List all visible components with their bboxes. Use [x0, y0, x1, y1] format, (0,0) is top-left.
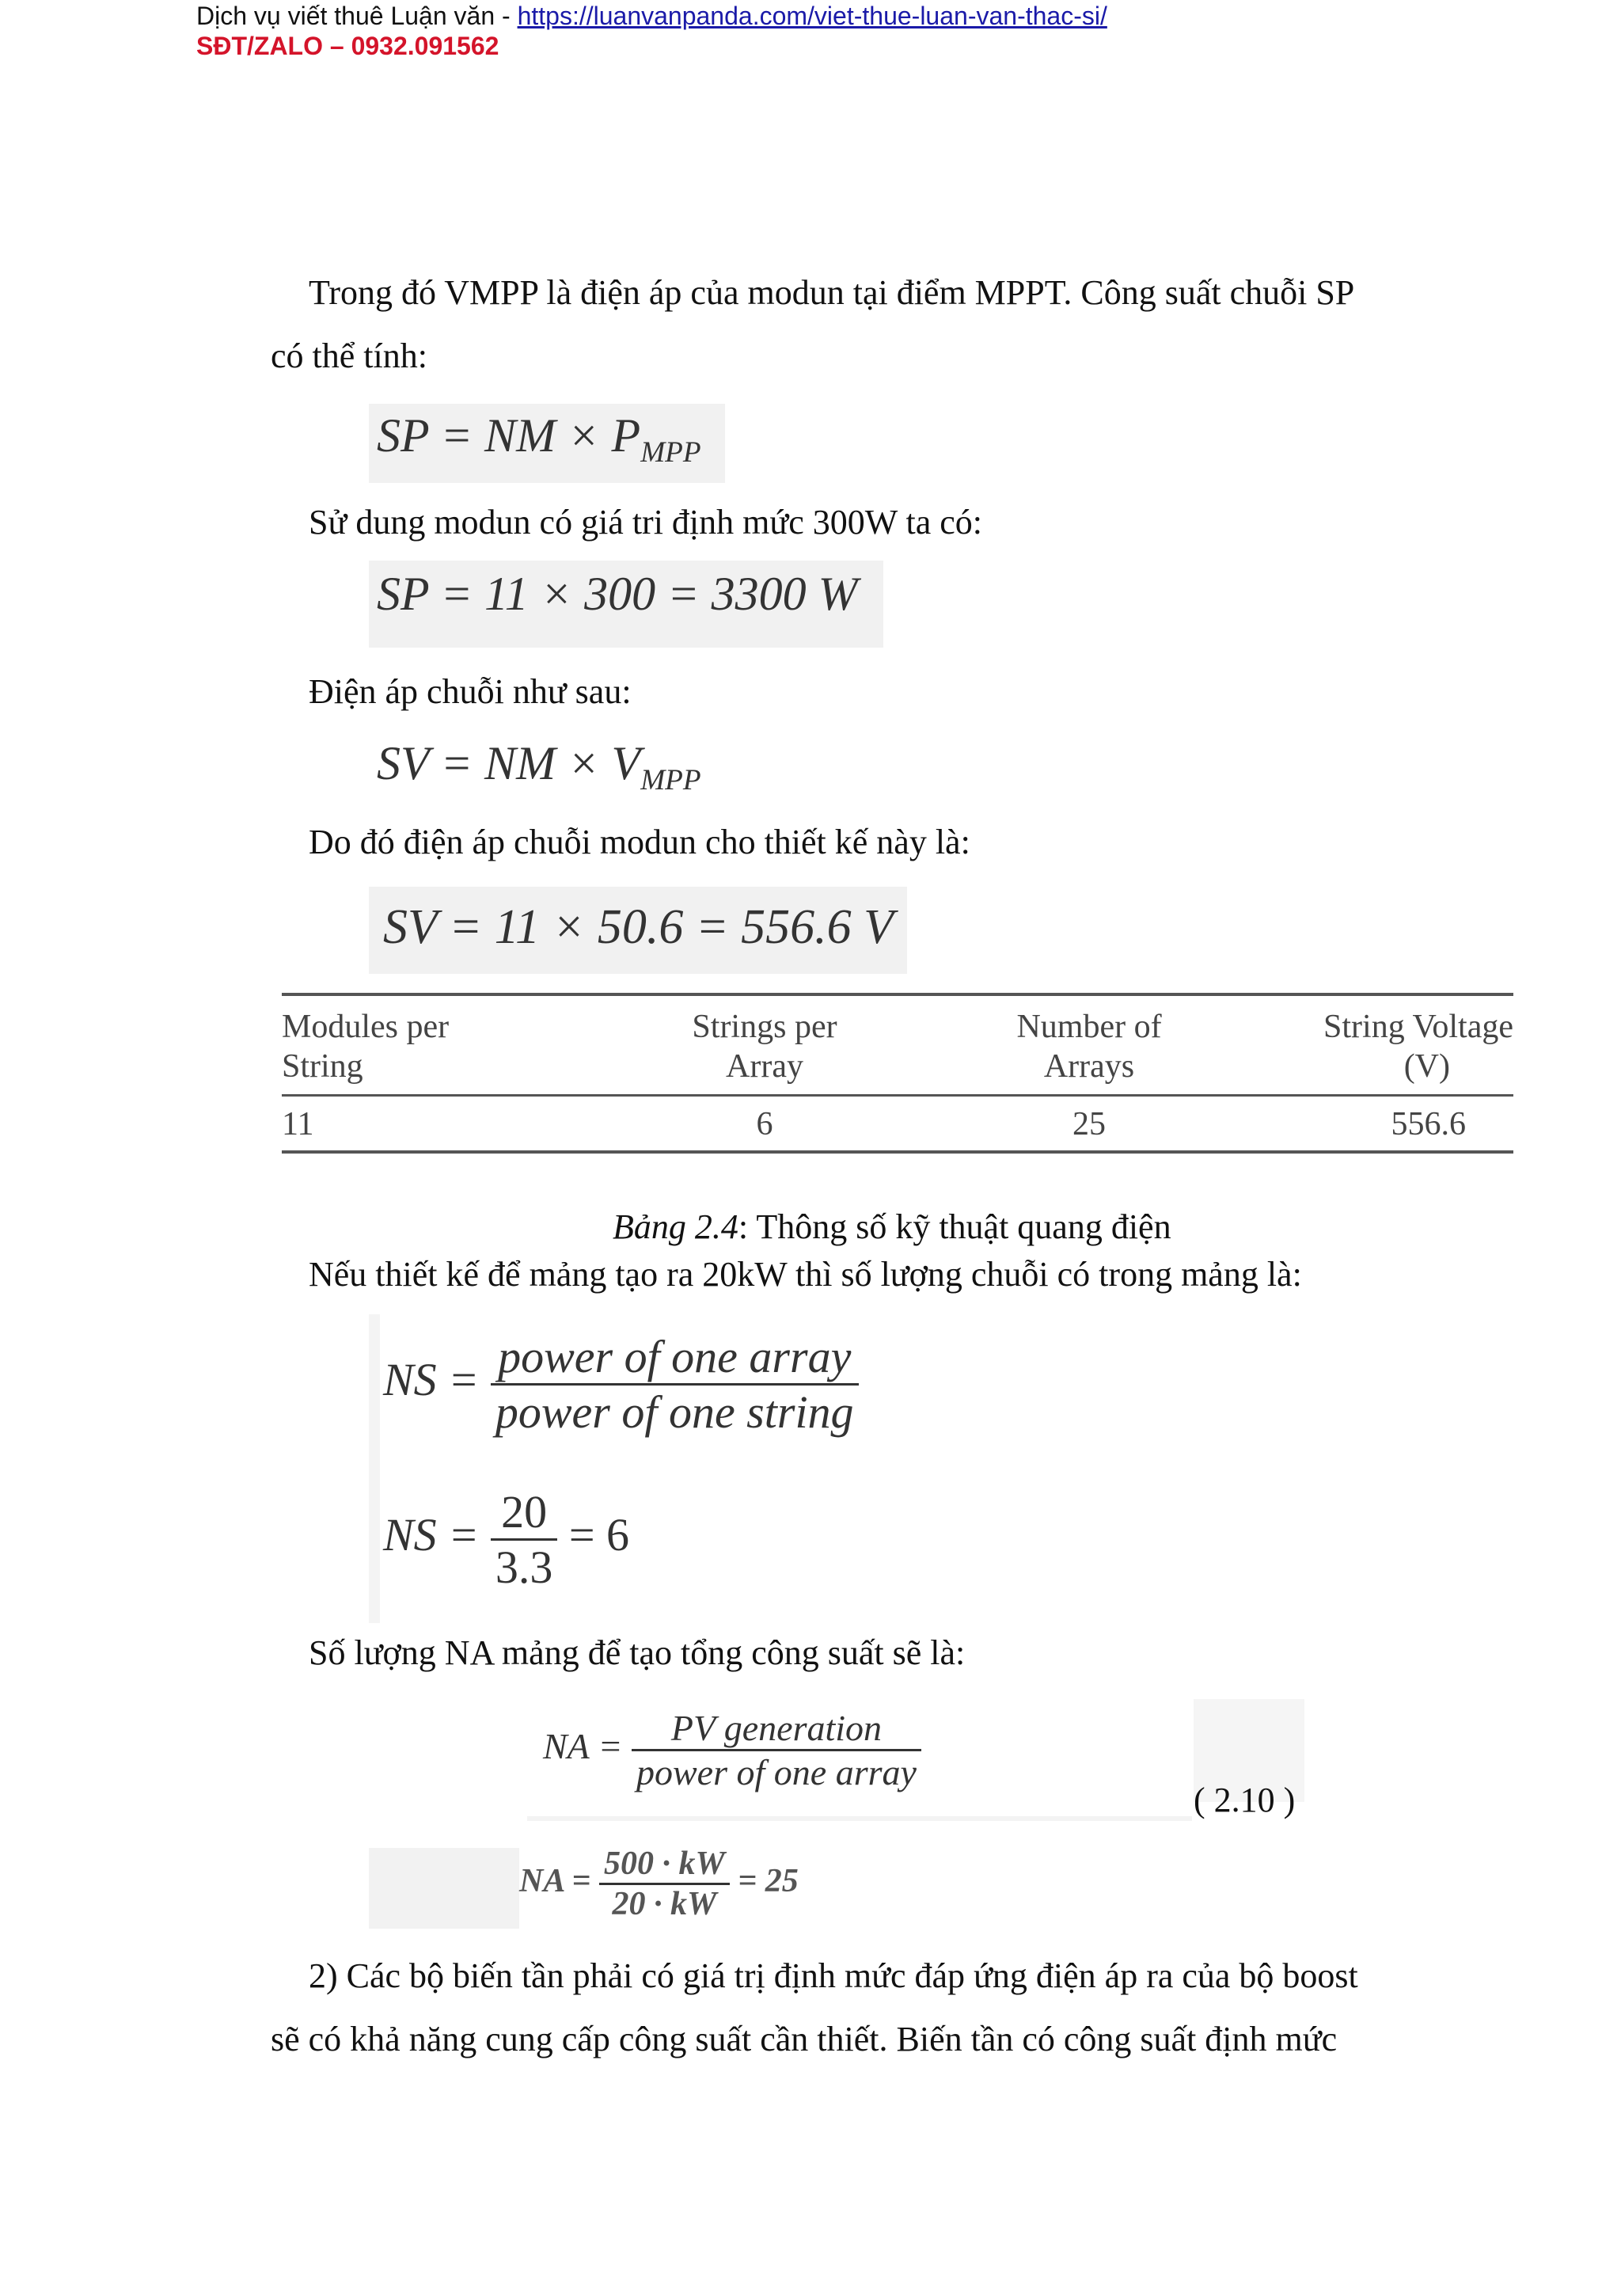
formula-background: [369, 1848, 519, 1929]
table-header-number-of-arrays: Number of Arrays: [1016, 1009, 1162, 1085]
formula-sv-definition: [377, 736, 701, 797]
formula-background: [527, 1816, 1192, 1821]
paragraph-3: Điện áp chuỗi như sau:: [309, 672, 632, 711]
formula-ns-value-numerator: 20: [491, 1485, 558, 1541]
table-cell-modules: 11: [282, 1106, 314, 1142]
formula-ns-value: [383, 1485, 629, 1594]
formula-ns-definition: [383, 1330, 859, 1439]
table-header-row: [282, 994, 1513, 1096]
table-header-string-voltage: String Voltage (V): [1323, 1009, 1513, 1085]
paragraph-7-line-2: sẽ có khả năng cung cấp công suất cần thiết. Biến tần có công suất định mức: [271, 2020, 1338, 2058]
formula-ns-value-fraction: [491, 1485, 558, 1594]
table-cell-voltage: 556.6: [1391, 1106, 1466, 1142]
formula-background: [369, 1314, 380, 1623]
header-service-text: Dịch vụ viết thuê Luận văn -: [196, 2, 518, 30]
formula-sp-value: SP = 11 × 300 = 3300 W: [377, 568, 858, 620]
formula-ns-value-result: = 6: [568, 1508, 630, 1560]
formula-ns-lhs: NS =: [383, 1353, 480, 1405]
formula-sp-definition: [377, 409, 701, 469]
formula-ns-fraction: [491, 1330, 859, 1439]
paragraph-1-line-2: có thể tính:: [271, 336, 427, 375]
header-website-link[interactable]: https://luanvanpanda.com/viet-thue-luan-van-thac-si/: [517, 2, 1107, 30]
formula-na-lhs: NA =: [543, 1726, 623, 1767]
equation-number: ( 2.10 ): [1194, 1781, 1296, 1819]
paragraph-6: Số lượng NA mảng để tạo tổng công suất sẽ là:: [309, 1633, 966, 1672]
formula-ns-numerator: power of one array: [491, 1330, 859, 1386]
caption-label: Bảng 2.4: [613, 1207, 738, 1246]
formula-na-value-fraction: [599, 1845, 730, 1923]
formula-ns-denominator: power of one string: [495, 1386, 854, 1438]
formula-na-denominator: power of one array: [636, 1752, 917, 1792]
table-row: [282, 1096, 1513, 1153]
paragraph-4: Do đó điện áp chuỗi modun cho thiết kế này là:: [309, 823, 970, 861]
formula-na-value-result: = 25: [738, 1863, 799, 1900]
header-phone-line: SĐT/ZALO – 0932.091562: [196, 32, 499, 60]
header-contact-line: [196, 2, 1107, 31]
formula-na-definition: [543, 1707, 921, 1793]
formula-na-numerator: PV generation: [632, 1707, 921, 1751]
formula-sp-subscript: MPP: [640, 436, 701, 469]
formula-ns-value-denominator: 3.3: [495, 1541, 553, 1593]
formula-na-value-lhs: NA =: [519, 1863, 591, 1900]
paragraph-7-line-1: 2) Các bộ biến tần phải có giá trị định mức đáp ứng điện áp ra của bộ boost: [309, 1956, 1358, 1995]
formula-sv-lhs: SV = NM × V: [377, 737, 641, 789]
table-header-strings-per-array: Strings per Array: [692, 1009, 837, 1085]
pv-spec-table: [282, 993, 1513, 1154]
table-caption: [613, 1207, 1171, 1247]
formula-na-value: [519, 1845, 799, 1923]
formula-na-value-denominator: 20 · kW: [612, 1886, 717, 1922]
table-cell-arrays: 25: [1072, 1106, 1106, 1142]
paragraph-1-line-1: Trong đó VMPP là điện áp của modun tại điểm MPPT. Công suất chuỗi SP: [309, 273, 1355, 312]
formula-sv-subscript: MPP: [640, 764, 701, 797]
paragraph-2: Sử dung modun có giá tri định mức 300W ta có:: [309, 503, 982, 542]
table-header-modules-per-string: Modules per String: [282, 1009, 450, 1085]
caption-text: : Thông số kỹ thuật quang điện: [738, 1207, 1171, 1246]
formula-sv-value: SV = 11 × 50.6 = 556.6 V: [383, 900, 894, 954]
paragraph-5: Nếu thiết kế để mảng tạo ra 20kW thì số lượng chuỗi có trong mảng là:: [309, 1255, 1302, 1294]
table-cell-strings: 6: [756, 1106, 773, 1142]
formula-sp-lhs: SP = NM × P: [377, 409, 641, 462]
formula-ns-value-lhs: NS =: [383, 1508, 480, 1560]
formula-na-value-numerator: 500 · kW: [599, 1845, 730, 1885]
formula-na-fraction: [632, 1707, 921, 1793]
